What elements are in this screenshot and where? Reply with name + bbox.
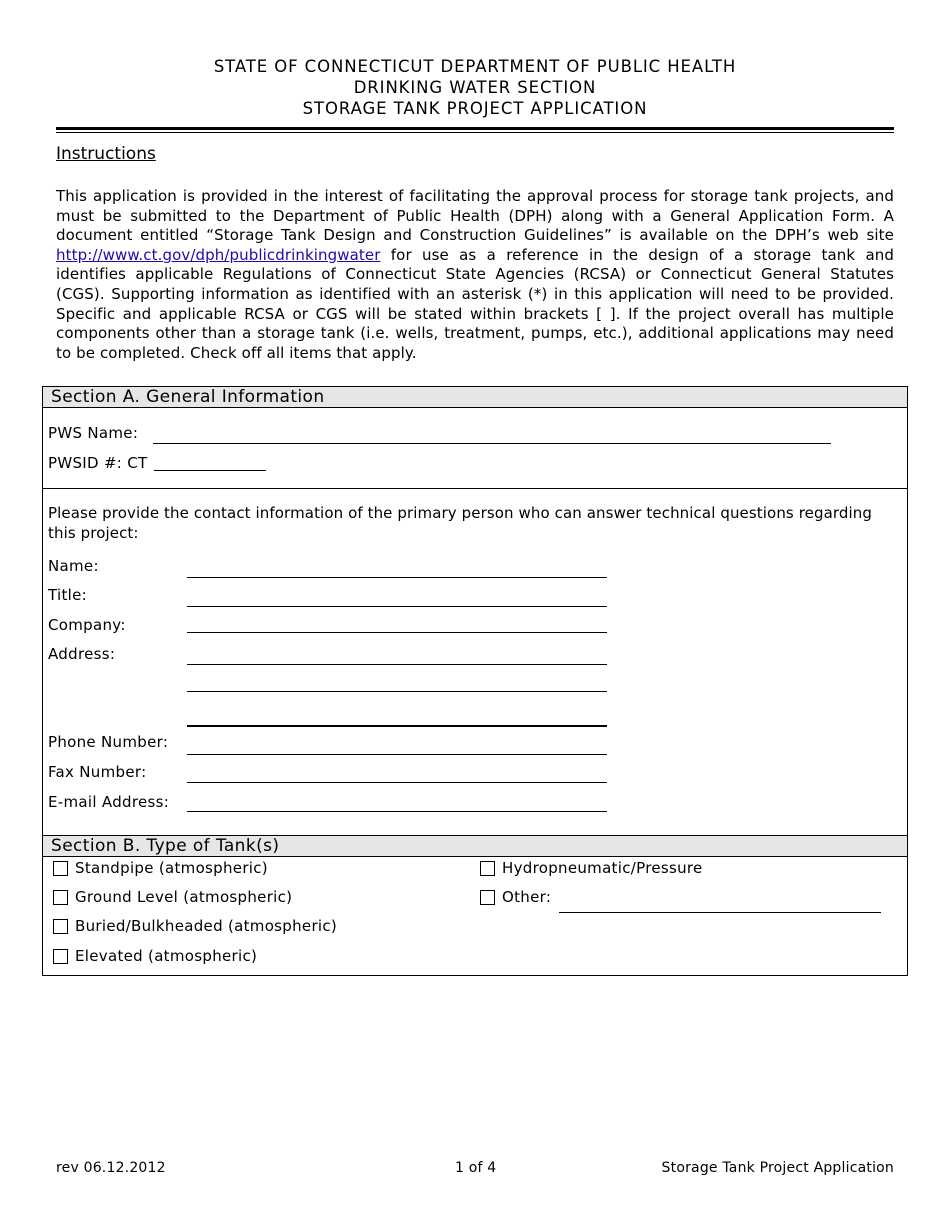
contact-email-label: E-mail Address:	[48, 793, 170, 811]
contact-title-field[interactable]	[187, 606, 607, 607]
section-a-divider	[43, 488, 907, 489]
dph-website-link[interactable]: http://www.ct.gov/dph/publicdrinkingwater	[56, 245, 381, 264]
contact-fax-field[interactable]	[187, 782, 607, 783]
other-checkbox[interactable]	[480, 890, 495, 905]
contact-address-line-1[interactable]	[187, 664, 607, 665]
instructions-text-1: This application is provided in the interest of facilitating the approval process for storage tank projects, and must be submitted to the Department of Public Health (DPH) along with a General Application Form. A document entitled “Storage Tank Design and Construction Guidelines” is available on the DPH’s web site	[56, 187, 894, 245]
elevated-checkbox[interactable]	[53, 949, 68, 964]
header-section: DRINKING WATER SECTION	[353, 78, 597, 97]
ground-level-label: Ground Level (atmospheric)	[75, 888, 293, 906]
footer-page-number: 1 of 4	[455, 1160, 497, 1176]
header-rule-thick	[56, 127, 894, 130]
contact-title-label: Title:	[48, 586, 87, 604]
footer-document-name: Storage Tank Project Application	[661, 1160, 894, 1176]
ground-level-checkbox[interactable]	[53, 890, 68, 905]
contact-address-line-2[interactable]	[187, 691, 607, 692]
pws-name-field[interactable]	[153, 443, 831, 444]
footer-revision: rev 06.12.2012	[56, 1160, 166, 1176]
hydropneumatic-label: Hydropneumatic/Pressure	[502, 859, 703, 877]
other-label: Other:	[502, 888, 552, 906]
contact-name-label: Name:	[48, 557, 99, 575]
section-a-general-information	[42, 386, 908, 836]
instructions-paragraph	[56, 187, 894, 363]
contact-address-label: Address:	[48, 645, 116, 663]
contact-phone-label: Phone Number:	[48, 733, 169, 751]
other-tank-type-field[interactable]	[559, 912, 881, 913]
hydropneumatic-checkbox[interactable]	[480, 861, 495, 876]
document-header	[0, 56, 950, 119]
instructions-text-2: for use as a reference in the design of a storage tank and identifies applicable Regulations of Connecticut State Agencies (RCSA) or Connecticut General Statutes (CGS). Supporting information as identified with an asterisk (*) in this application will need to be provided. Specific and applicable RCSA or CGS will be stated within brackets [ ]. If the project overall has multiple components other than a storage tank (i.e. wells, treatment, pumps, etc.), additional applications may need to be completed. Check off all items that apply.	[56, 245, 894, 362]
pwsid-field[interactable]	[154, 470, 266, 471]
pws-name-label: PWS Name:	[48, 424, 139, 442]
contact-intro-text: Please provide the contact information of the primary person who can answer technical questions regarding this project:	[48, 504, 873, 542]
header-agency: STATE OF CONNECTICUT DEPARTMENT OF PUBLIC HEALTH	[213, 57, 737, 76]
section-b-title: Section B. Type of Tank(s)	[43, 836, 907, 857]
standpipe-checkbox[interactable]	[53, 861, 68, 876]
buried-bulkheaded-checkbox[interactable]	[53, 919, 68, 934]
contact-company-field[interactable]	[187, 632, 607, 633]
elevated-label: Elevated (atmospheric)	[75, 947, 258, 965]
instructions-heading: Instructions	[56, 144, 156, 164]
header-form-title: STORAGE TANK PROJECT APPLICATION	[302, 99, 648, 118]
section-a-title: Section A. General Information	[43, 387, 907, 408]
contact-phone-field[interactable]	[187, 754, 607, 755]
contact-email-field[interactable]	[187, 811, 607, 812]
contact-company-label: Company:	[48, 616, 126, 634]
buried-bulkheaded-label: Buried/Bulkheaded (atmospheric)	[75, 917, 338, 935]
standpipe-label: Standpipe (atmospheric)	[75, 859, 268, 877]
contact-name-field[interactable]	[187, 577, 607, 578]
pwsid-label: PWSID #: CT	[48, 454, 148, 472]
contact-address-line-3[interactable]	[187, 725, 607, 727]
section-b-type-of-tanks	[42, 835, 908, 976]
header-rule-thin	[56, 132, 894, 133]
contact-fax-label: Fax Number:	[48, 763, 147, 781]
